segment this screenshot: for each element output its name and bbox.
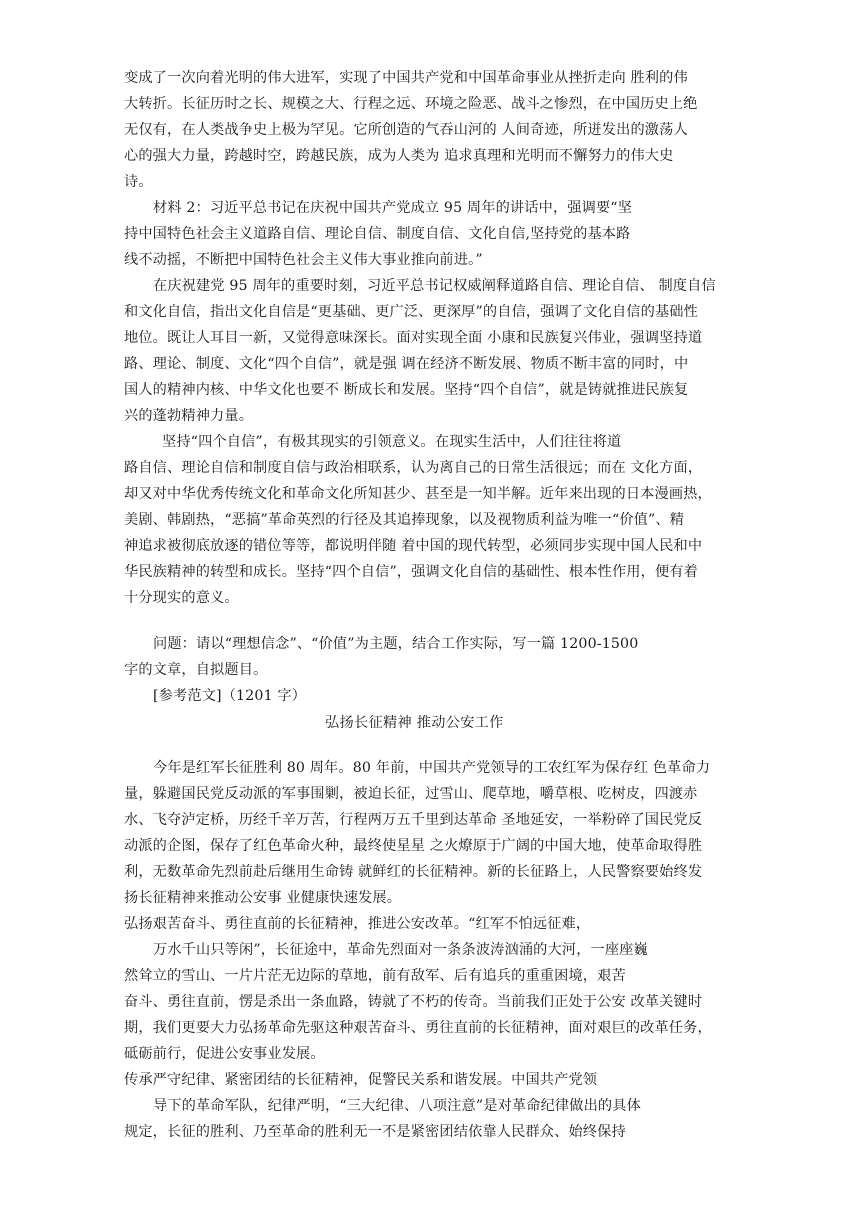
- text-line: 华民族精神的转型和成长。坚持“四个自信”，强调文化自信的基础性、根本性作用，便有着: [124, 564, 698, 580]
- text-line: 量，躲避国民党反动派的军事围剿，被迫长征，过雪山、爬草地，嚼草根、吃树皮，四渡赤: [124, 786, 698, 802]
- text-line: 然耸立的雪山、一片片茫无边际的草地，前有敌军、后有追兵的重重困境，艰苦: [124, 968, 626, 984]
- essay-title: 弘扬长征精神 推动公安工作: [325, 715, 504, 731]
- text-line: 十分现实的意义。: [124, 590, 239, 606]
- text-line: 兴的蓬勃精神力量。: [124, 408, 254, 424]
- text-line: 美剧、韩剧热，“恶搞”革命英烈的行径及其追捧现象，以及视物质利益为唯一“价值”、精: [124, 512, 685, 528]
- text-line: 砥砺前行，促进公安事业发展。: [124, 1046, 325, 1062]
- text-line: 和文化自信，指出文化自信是“更基础、更广泛、更深厚”的自信，强调了文化自信的基础性: [124, 304, 698, 320]
- text-line: 路、理论、制度、文化“四个自信”，就是强 调在经济不断发展、物质不断丰富的同时，中: [124, 356, 689, 372]
- text-line: 无仅有，在人类战争史上极为罕见。它所创造的气吞山河的 人间奇迹，所迸发出的激荡人: [124, 122, 688, 138]
- text-line: 动派的企图，保存了红色革命火种，最终使星星 之火燎原于广阔的中国大地，使革命取得胜: [124, 838, 703, 854]
- reference-label: [参考范文]（1201 字）: [153, 688, 307, 704]
- text-line: 奋斗、勇往直前，愣是杀出一条血路，铸就了不朽的传奇。当前我们正处于公安 改革关键时: [124, 994, 703, 1010]
- text-line: 材料 2：习近平总书记在庆祝中国共产党成立 95 周年的讲话中，强调要“坚: [153, 200, 633, 216]
- text-line: 心的强大力量，跨越时空，跨越民族，成为人类为 追求真理和光明而不懈努力的伟大史: [124, 148, 674, 164]
- text-line: 水、飞夺泸定桥，历经千辛万苦，行程两万五千里到达革命 圣地延安，一举粉碎了国民党反: [124, 812, 703, 828]
- text-line: 传承严守纪律、紧密团结的长征精神，促警民关系和谐发展。中国共产党领: [124, 1072, 598, 1088]
- text-line: 今年是红军长征胜利 80 周年。80 年前，中国共产党领导的工农红军为保存红 色革命力: [153, 760, 711, 776]
- text-line: 利，无数革命先烈前赴后继用生命铸 就鲜红的长征精神。新的长征路上，人民警察要始终发: [124, 864, 703, 880]
- text-line: 导下的革命军队，纪律严明，“三大纪律、八项注意”是对革命纪律做出的具体: [153, 1098, 641, 1114]
- text-line: 坚持“四个自信”，有极其现实的引领意义。在现实生活中，人们往往将道: [162, 434, 622, 450]
- text-line: 规定，长征的胜利、乃至革命的胜利无一不是紧密团结依靠人民群众、始终保持: [124, 1124, 626, 1140]
- question-line: 问题：请以“理想信念”、“价值”为主题，结合工作实际，写一篇 1200-1500: [153, 636, 639, 652]
- text-line: 弘扬艰苦奋斗、勇往直前的长征精神，推进公安改革。“红军不怕远征难，: [124, 916, 591, 932]
- text-line: 却又对中华优秀传统文化和革命文化所知甚少、甚至是一知半解。近年来出现的日本漫画热，: [124, 486, 712, 502]
- text-line: 神追求被彻底放逐的错位等等，都说明伴随 着中国的现代转型，必须同步实现中国人民和中: [124, 538, 703, 554]
- text-line: 诗。: [124, 174, 153, 190]
- text-line: 在庆祝建党 95 周年的重要时刻，习近平总书记权威阐释道路自信、理论自信、 制度自信: [153, 278, 716, 294]
- question-line: 字的文章，自拟题目。: [124, 662, 268, 678]
- text-line: 地位。既让人耳目一新，又觉得意味深长。面对实现全面 小康和民族复兴伟业，强调坚持道: [124, 330, 703, 346]
- text-line: 持中国特色社会主义道路自信、理论自信、制度自信、文化自信,坚持党的基本路: [124, 226, 631, 242]
- text-line: 扬长征精神来推动公安事 业健康快速发展。: [124, 890, 402, 906]
- text-line: 线不动摇，不断把中国特色社会主义伟大事业推向前进。”: [124, 252, 483, 268]
- text-line: 万水千山只等闲”，长征途中，革命先烈面对一条条波涛汹涌的大河，一座座巍: [153, 942, 648, 958]
- text-line: 大转折。长征历时之长、规模之大、行程之远、环境之险恶、战斗之惨烈，在中国历史上绝: [124, 96, 698, 112]
- text-line: 国人的精神内核、中华文化也要不 断成长和发展。坚持“四个自信”，就是铸就推进民族复: [124, 382, 689, 398]
- text-line: 变成了一次向着光明的伟大进军，实现了中国共产党和中国革命事业从挫折走向 胜利的伟: [124, 70, 688, 86]
- text-line: 路自信、理论自信和制度自信与政治相联系，认为离自己的日常生活很远；而在 文化方面，: [124, 460, 703, 476]
- text-line: 期，我们更要大力弘扬革命先驱这种艰苦奋斗、勇往直前的长征精神，面对艰巨的改革任务，: [124, 1020, 712, 1036]
